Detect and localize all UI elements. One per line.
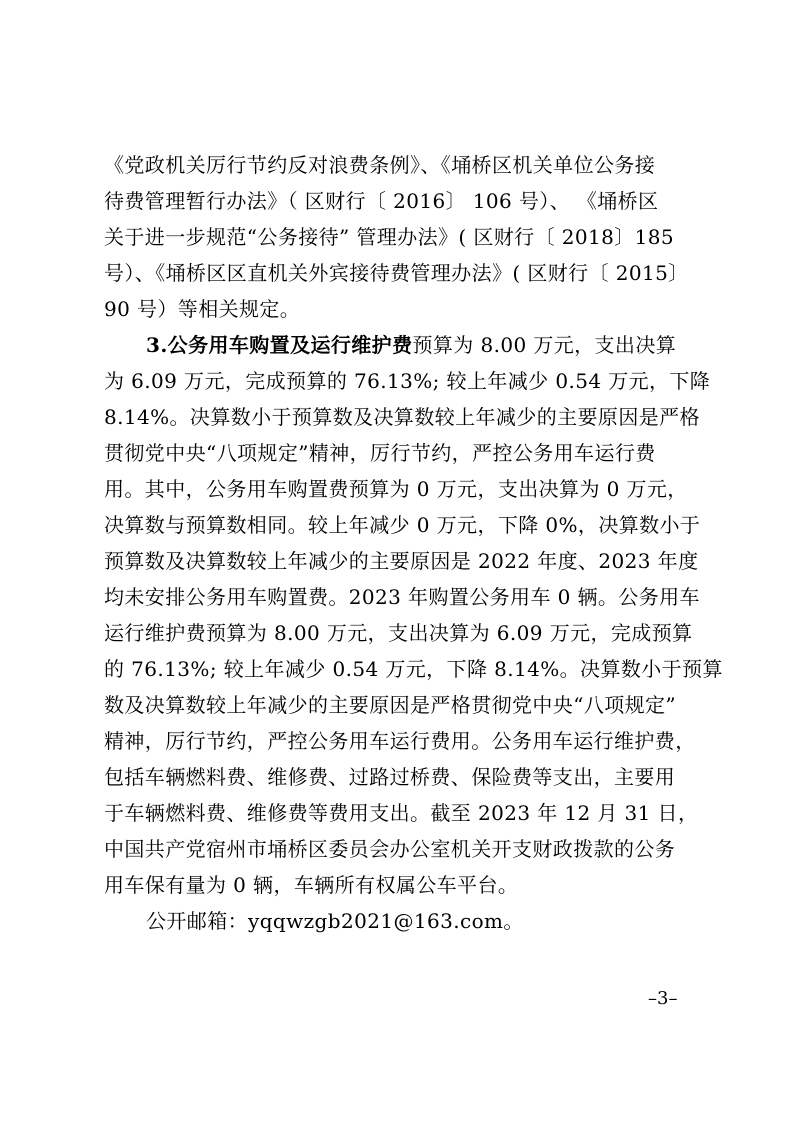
text-line: 关于进一步规范“公务接待” 管理办法》( 区财行〔 2018〕185 [104, 225, 674, 249]
text-line: 用车保有量为 0 辆，车辆所有权属公车平台。 [104, 873, 519, 897]
section-heading: 3.公务用车购置及运行维护费 [146, 333, 413, 357]
text-line: 预算数及决算数较上年减少的主要原因是 2022 年度、2023 年度 [104, 549, 699, 573]
text-segment: 预算为 8.00 万元，支出决算 [412, 333, 677, 357]
text-line: 包括车辆燃料费、维修费、过路过桥费、保险费等支出，主要用 [104, 765, 676, 789]
text-line: 决算数与预算数相同。较上年减少 0 万元，下降 0%，决算数小于 [104, 513, 701, 537]
text-line: 数及决算数较上年减少的主要原因是严格贯彻党中央“八项规定” [104, 693, 677, 717]
document-body [104, 147, 723, 939]
text-line: 《党政机关厉行节约反对浪费条例》、《埇桥区机关单位公务接 [104, 153, 656, 177]
text-line: 8.14%。决算数小于预算数及决算数较上年减少的主要原因是严格 [104, 405, 700, 429]
text-line: 运行维护费预算为 8.00 万元，支出决算为 6.09 万元，完成预算 [104, 621, 693, 645]
section-heading-line [104, 327, 694, 363]
text-line: 号）、《埇桥区区直机关外宾接待费管理办法》( 区财行〔 2015〕 [104, 261, 689, 285]
text-line: 的 76.13%; 较上年减少 0.54 万元，下降 8.14%。决算数小于预算 [104, 657, 723, 681]
text-line: 贯彻党中央“八项规定”精神，厉行节约，严控公务用车运行费 [104, 441, 656, 465]
text-line: 于车辆燃料费、维修费等费用支出。截至 2023 年 12 月 31 日， [104, 801, 699, 825]
text-line: 均未安排公务用车购置费。2023 年购置公务用车 0 辆。公务用车 [104, 585, 700, 609]
text-line: 90 号）等相关规定。 [104, 297, 301, 321]
page-number: –3– [648, 988, 678, 1009]
email-line: 公开邮箱：yqqwzgb2021@163.com。 [146, 909, 524, 933]
text-line: 待费管理暂行办法》（ 区财行〔 2016〕 106 号）、 《埇桥区 [104, 189, 659, 213]
text-line: 为 6.09 万元，完成预算的 76.13%; 较上年减少 0.54 万元，下降 [104, 369, 711, 393]
text-line: 精神，厉行节约，严控公务用车运行费用。公务用车运行维护费， [104, 729, 696, 753]
text-line: 用。其中，公务用车购置费预算为 0 万元，支出决算为 0 万元， [104, 477, 688, 501]
text-line: 中国共产党宿州市埇桥区委员会办公室机关开支财政拨款的公务 [104, 837, 676, 861]
